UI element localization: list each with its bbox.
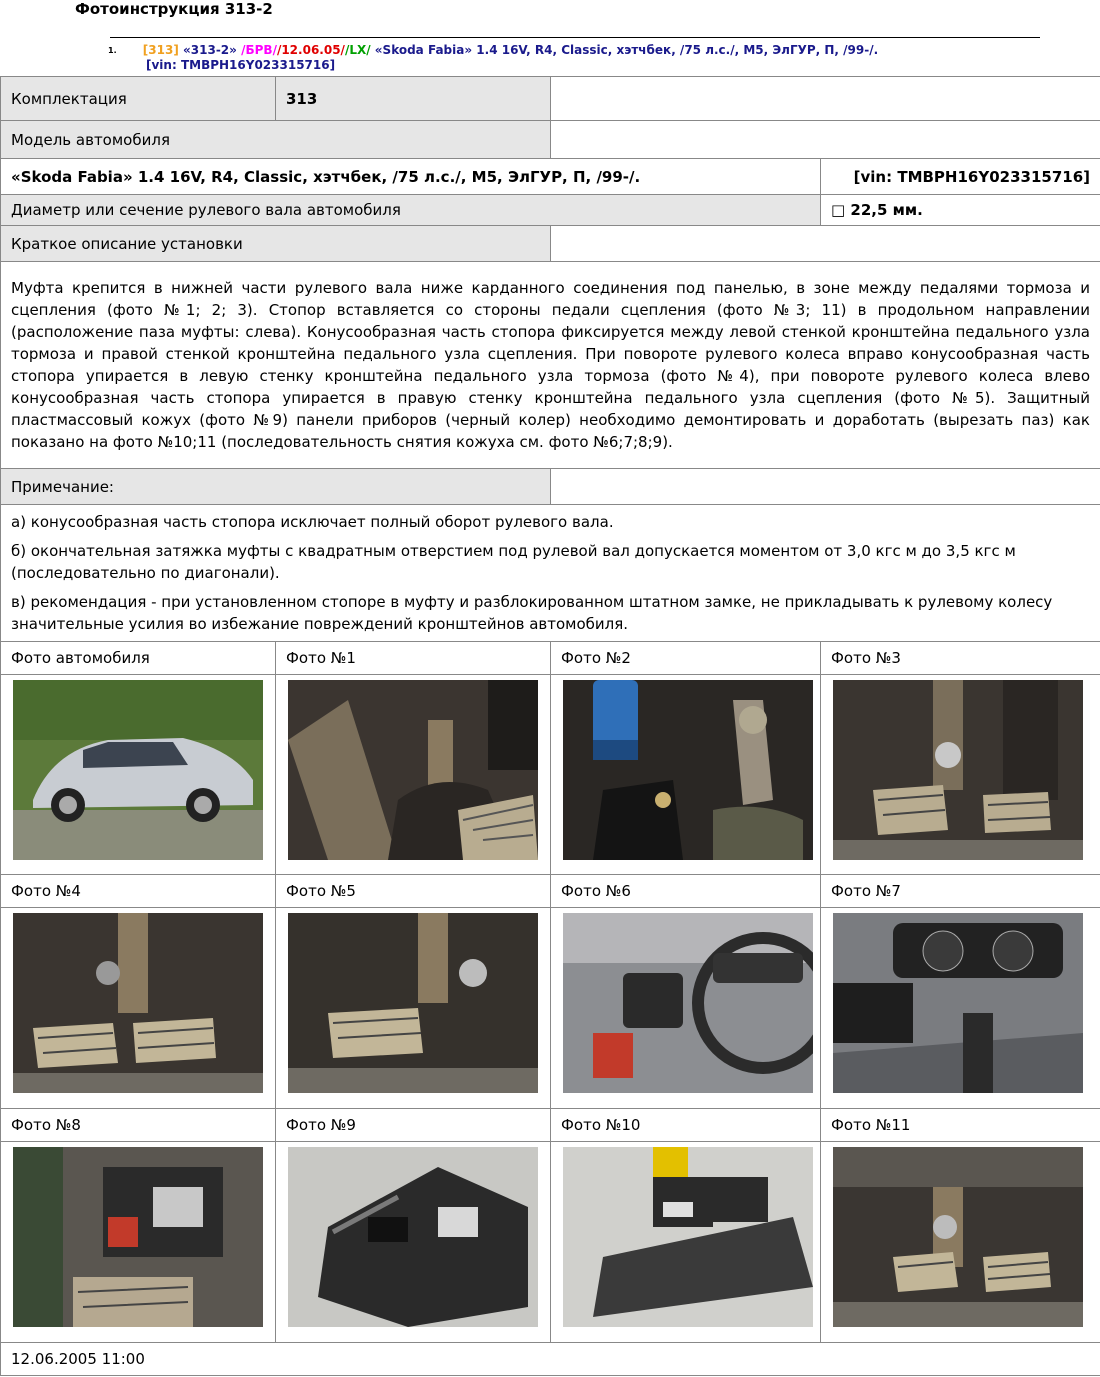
photo-cell-3 — [821, 675, 1100, 875]
photo-label-3: Фото №3 — [821, 642, 1100, 675]
photo-6 — [563, 913, 813, 1093]
document-title: Фотоинструкция 313-2 — [75, 0, 273, 18]
subheader-seg1: /БРВ/ — [241, 43, 277, 57]
photo-7 — [833, 913, 1083, 1093]
photo-cell-6 — [551, 908, 821, 1109]
kit-value: 313 — [276, 77, 551, 121]
photo-cell-4 — [1, 908, 276, 1109]
footer-date: 12.06.2005 11:00 — [1, 1343, 1100, 1376]
subheader-vin: [vin: TMBPH16Y023315716] — [146, 58, 336, 72]
subheader-seg2: /12.06.05/ — [276, 43, 345, 57]
diameter-label: Диаметр или сечение рулевого вала автомобиля — [1, 195, 821, 226]
notes-block — [1, 505, 1100, 642]
photo-label-11: Фото №11 — [821, 1109, 1100, 1142]
photo-3 — [833, 680, 1083, 860]
subheader-seg3: /LX/ — [344, 43, 371, 57]
diameter-value: □ 22,5 мм. — [821, 195, 1100, 226]
photo-cell-11 — [821, 1142, 1100, 1343]
kit-label: Комплектация — [1, 77, 276, 121]
subheader-number: 1. — [108, 46, 117, 55]
photo-cell-1 — [276, 675, 551, 875]
model-label: Модель автомобиля — [1, 121, 551, 159]
kit-empty — [551, 77, 1100, 121]
note-label: Примечание: — [1, 469, 551, 505]
photo-label-car: Фото автомобиля — [1, 642, 276, 675]
photo-2 — [563, 680, 813, 860]
photo-10 — [563, 1147, 813, 1327]
note-c: в) рекомендация - при установленном стопоре в муфту и разблокированном штатном замке, не прикладывать к рулевому колесу значительные усилия во избежание повреждений кронштейнов автомобиля. — [11, 593, 1053, 633]
description-empty — [551, 226, 1100, 262]
photo-label-4: Фото №4 — [1, 875, 276, 908]
photo-label-10: Фото №10 — [551, 1109, 821, 1142]
car-photo — [13, 680, 263, 860]
photo-cell-7 — [821, 908, 1100, 1109]
photo-label-6: Фото №6 — [551, 875, 821, 908]
note-b: б) окончательная затяжка муфты с квадратным отверстием под рулевой вал допускается моментом от 3,0 кгс м до 3,5 кгс м (последовательно по диагонали). — [11, 542, 1016, 582]
model-empty — [551, 121, 1100, 159]
photo-11 — [833, 1147, 1083, 1327]
subheader-car: «Skoda Fabia» 1.4 16V, R4, Classic, хэтчбек, /75 л.с./, М5, ЭлГУР, П, /99-/. — [374, 43, 879, 57]
subheader-name: «313-2» — [183, 43, 237, 57]
photo-cell-10 — [551, 1142, 821, 1343]
photo-label-8: Фото №8 — [1, 1109, 276, 1142]
photo-cell-car — [1, 675, 276, 875]
note-empty — [551, 469, 1100, 505]
note-a: а) конусообразная часть стопора исключает полный оборот рулевого вала. — [11, 513, 614, 531]
photo-label-1: Фото №1 — [276, 642, 551, 675]
subheader-code: [313] — [142, 43, 179, 57]
model-vin: [vin: TMBPH16Y023315716] — [821, 159, 1100, 195]
subheader — [108, 43, 878, 73]
photo-label-2: Фото №2 — [551, 642, 821, 675]
photo-4 — [13, 913, 263, 1093]
photo-cell-5 — [276, 908, 551, 1109]
instruction-table — [0, 76, 1100, 1376]
description-label: Краткое описание установки — [1, 226, 551, 262]
photo-8 — [13, 1147, 263, 1327]
photo-label-9: Фото №9 — [276, 1109, 551, 1142]
photo-cell-2 — [551, 675, 821, 875]
model-value: «Skoda Fabia» 1.4 16V, R4, Classic, хэтчбек, /75 л.с./, М5, ЭлГУР, П, /99-/. — [1, 159, 821, 195]
photo-5 — [288, 913, 538, 1093]
photo-cell-9 — [276, 1142, 551, 1343]
photo-label-5: Фото №5 — [276, 875, 551, 908]
photo-cell-8 — [1, 1142, 276, 1343]
description-text: Муфта крепится в нижней части рулевого вала ниже карданного соединения под панелью, в зоне между педалями тормоза и сцепления (фото №1; 2; 3). Стопор вставляется со стороны педали сцепления (фото №3; 11) в продольном направлении (расположение паза муфты: слева). Конусообразная часть стопора фиксируется между левой стенкой кронштейна педального узла тормоза и правой стенкой кронштейна педального узла сцепления. При повороте рулевого колеса вправо конусообразная часть стопора упирается в левую стенку кронштейна педального узла тормоза (фото №4), при повороте рулевого колеса влево конусообразная часть стопора упирается в правую стенку кронштейна педального узла сцепления (фото №5). Защитный пластмассовый кожух (фото №9) панели приборов (черный колер) необходимо демонтировать и доработать (вырезать паз) как показано на фото №10;11 (последовательность снятия кожуха см. фото №6;7;8;9). — [1, 262, 1100, 469]
photo-1 — [288, 680, 538, 860]
photo-label-7: Фото №7 — [821, 875, 1100, 908]
photo-9 — [288, 1147, 538, 1327]
header-rule — [110, 37, 1040, 38]
